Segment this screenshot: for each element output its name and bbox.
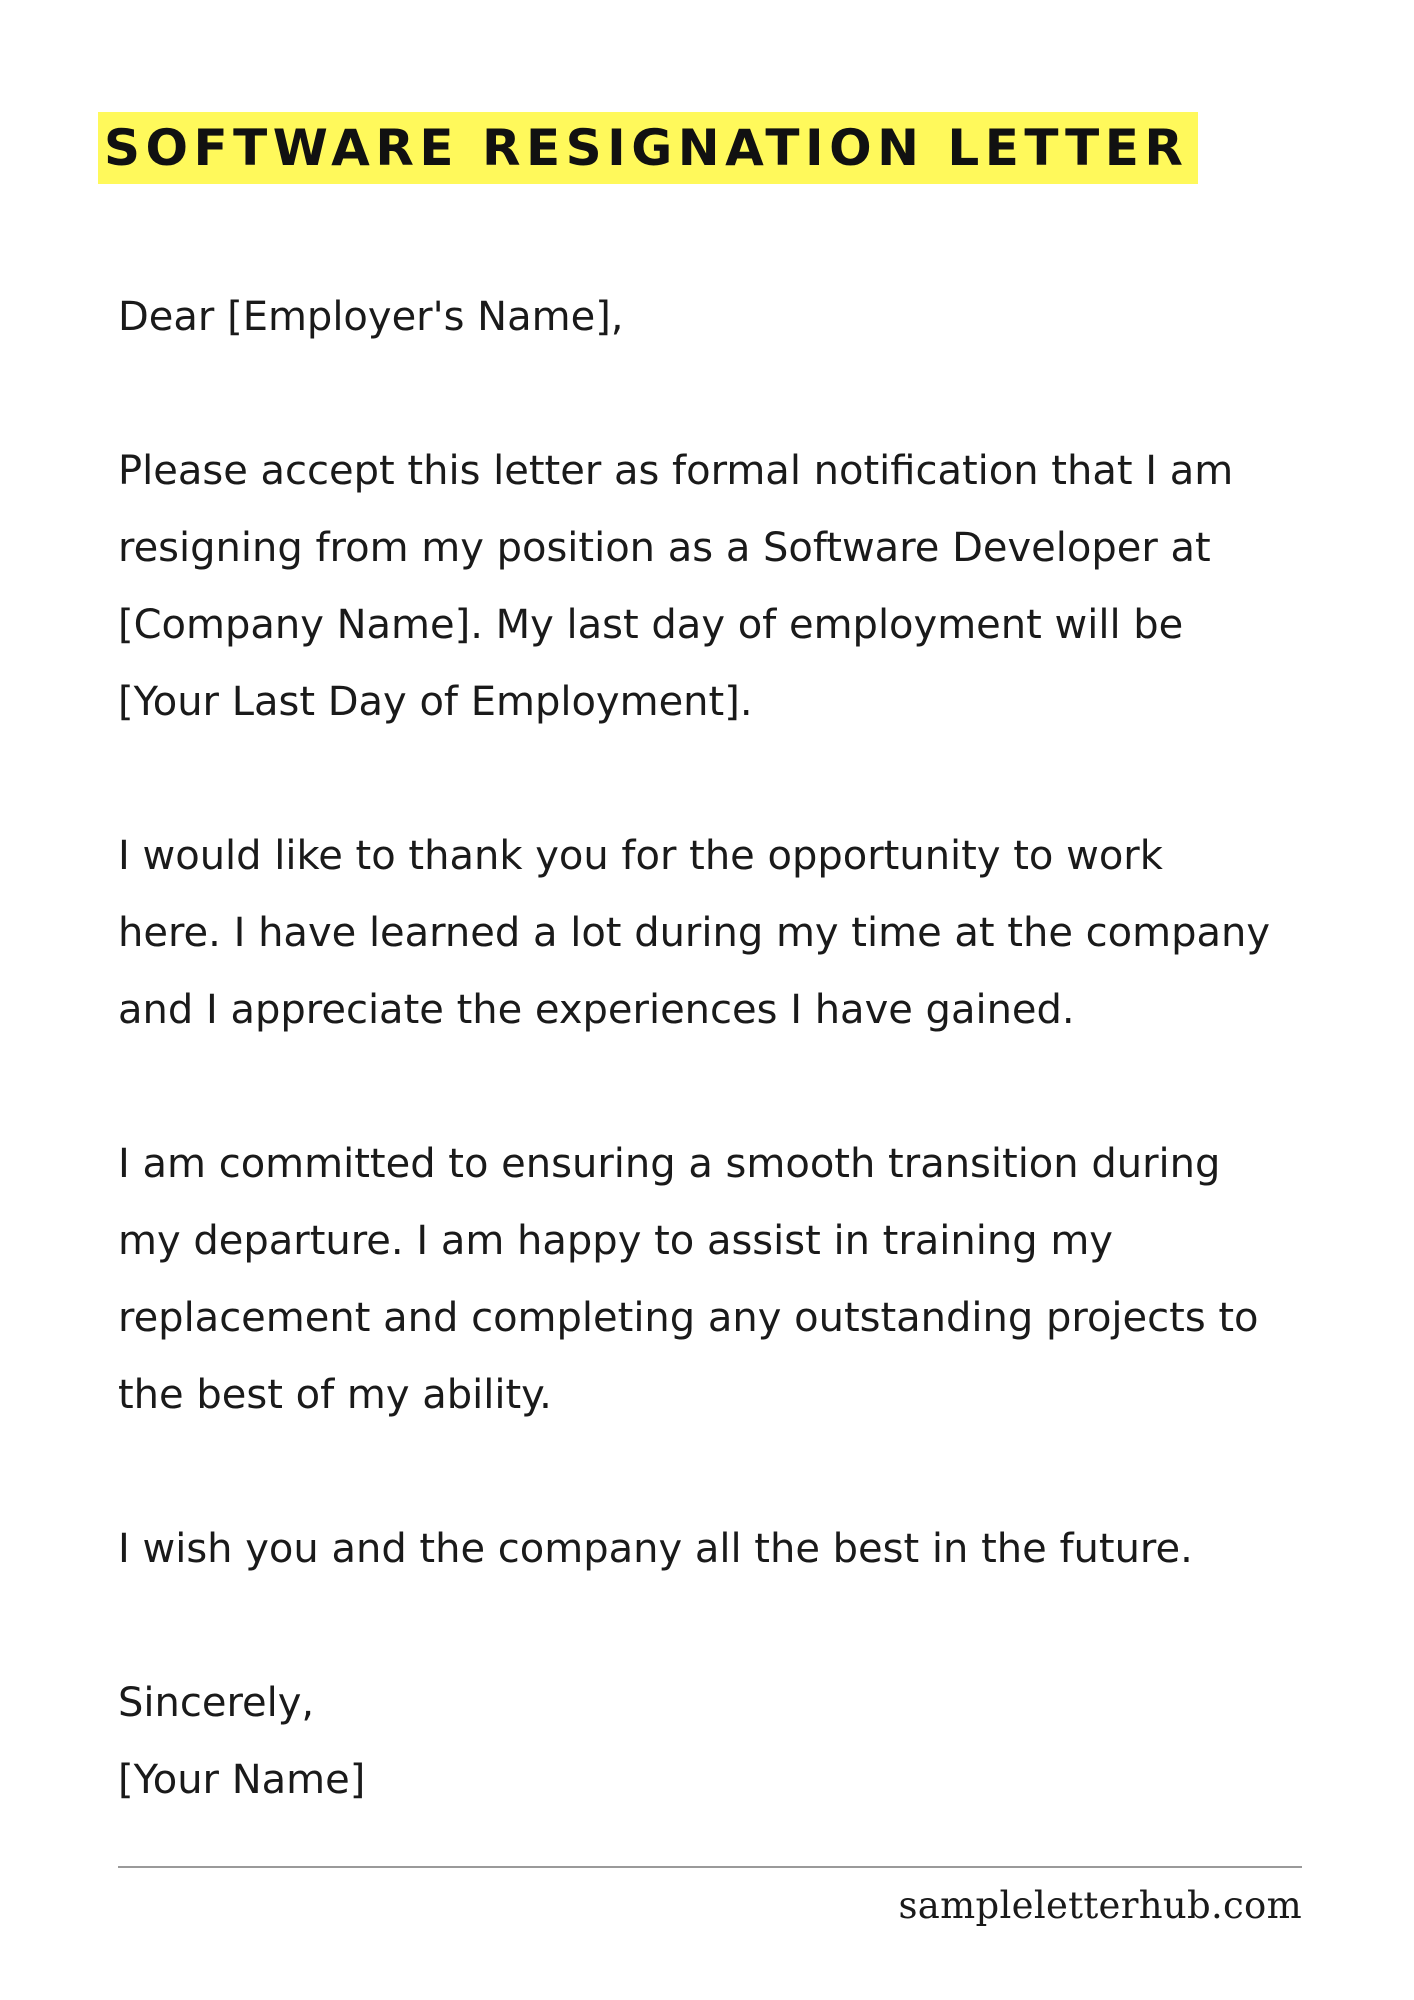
- paragraph-line: replacement and completing any outstanding projects to: [118, 1295, 1259, 1341]
- paragraph-transition: [118, 1126, 1358, 1434]
- footer-site-name: sampleletterhub.com: [898, 1884, 1302, 1927]
- paragraph-thanks: [118, 818, 1358, 1049]
- footer-divider: [118, 1866, 1302, 1868]
- paragraph-wishes: [118, 1511, 1358, 1588]
- paragraph-line: I am committed to ensuring a smooth transition during: [118, 1141, 1221, 1187]
- page-title: SOFTWARE RESIGNATION LETTER: [104, 119, 1189, 177]
- salutation: Dear [Employer's Name],: [118, 294, 624, 340]
- paragraph-line: [Your Last Day of Employment].: [118, 679, 753, 725]
- signature-placeholder: [Your Name]: [118, 1757, 366, 1803]
- paragraph-line: I wish you and the company all the best in the future.: [118, 1526, 1193, 1572]
- paragraph-line: I would like to thank you for the opportunity to work: [118, 833, 1163, 879]
- paragraph-notification: [118, 433, 1358, 741]
- paragraph-line: my departure. I am happy to assist in training my: [118, 1218, 1113, 1264]
- paragraph-line: resigning from my position as a Software Developer at: [118, 525, 1211, 571]
- paragraph-line: [Company Name]. My last day of employment will be: [118, 602, 1184, 648]
- paragraph-line: and I appreciate the experiences I have gained.: [118, 987, 1075, 1033]
- letter-body: [118, 279, 1358, 1819]
- paragraph-line: here. I have learned a lot during my time at the company: [118, 910, 1271, 956]
- title-highlight: [98, 112, 1198, 184]
- closing: [118, 1665, 1358, 1819]
- paragraph-line: Please accept this letter as formal notification that I am: [118, 448, 1234, 494]
- closing-text: Sincerely,: [118, 1680, 315, 1726]
- paragraph-line: the best of my ability.: [118, 1372, 552, 1418]
